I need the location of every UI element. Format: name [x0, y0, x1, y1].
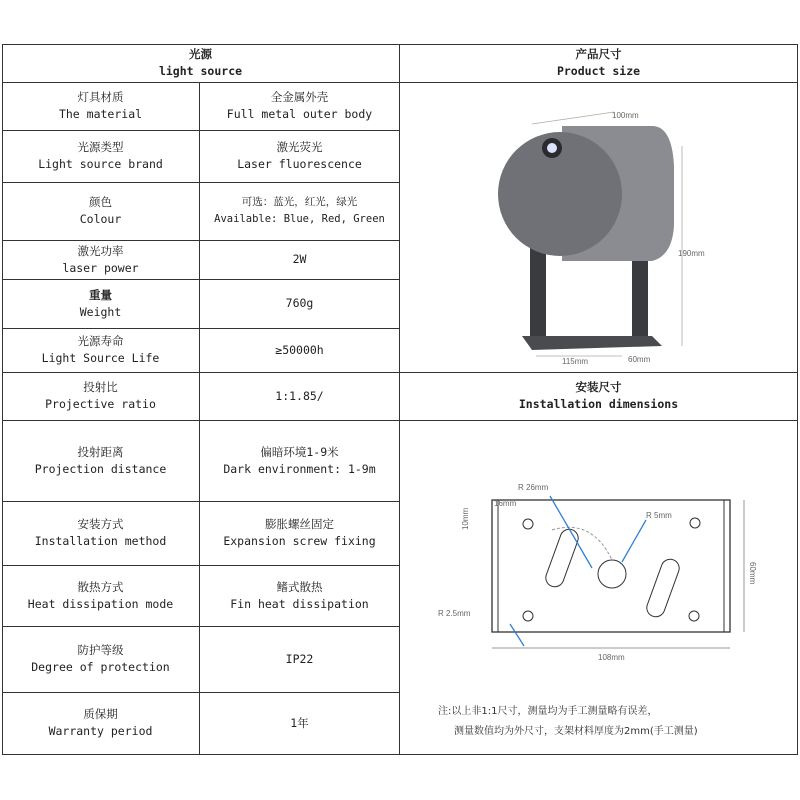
adjust-slot: [644, 557, 681, 620]
value-en: Available: Blue, Red, Green: [214, 213, 385, 225]
label-cn: 光源类型: [77, 140, 124, 154]
label-en: The material: [58, 107, 143, 121]
label-cn: 重量: [89, 287, 112, 302]
row-value: [200, 279, 399, 328]
value-en: Laser fluorescence: [237, 157, 362, 171]
screw-hole: [523, 611, 533, 621]
spec-sheet: [2, 44, 798, 796]
label-cn: 投射比: [83, 380, 118, 394]
value-en: Full metal outer body: [226, 107, 373, 121]
row-value: [200, 82, 399, 130]
row-value: [200, 372, 399, 420]
note-line-2: 测量数值均为外尺寸，支架材料厚度为2mm(手工测量): [454, 726, 698, 737]
label-en: Light source brand: [38, 157, 163, 171]
row-label: [2, 420, 199, 501]
row-label: [2, 372, 199, 420]
dim-w108-label: 108mm: [598, 653, 625, 662]
dim-r5-label: R 5mm: [646, 511, 672, 520]
product-image: [502, 106, 705, 368]
installation-header: [400, 372, 797, 420]
row-label: [2, 82, 199, 130]
value-en: 1年: [290, 715, 309, 730]
arrow-icon: [550, 496, 592, 568]
row-label: [2, 626, 199, 692]
label-cn: 光源寿命: [77, 334, 124, 348]
installation-diagram: [432, 448, 772, 668]
arrow-icon: [622, 520, 646, 562]
dim-h60-label: 60mm: [748, 562, 757, 585]
mounting-plate: [492, 500, 730, 632]
radius-guide: [552, 527, 612, 560]
row-label: [2, 279, 199, 328]
screw-hole: [690, 518, 700, 528]
row-value: [200, 626, 399, 692]
header-en: light source: [158, 64, 243, 78]
dim-depth-label: 60mm: [628, 355, 651, 364]
row-value: [200, 240, 399, 279]
label-en: Colour: [79, 212, 122, 226]
value-en: Fin heat dissipation: [230, 596, 369, 611]
row-value: [200, 420, 399, 501]
product-size-header: [400, 44, 797, 82]
dim-r26-label: R 26mm: [518, 483, 549, 492]
label-en: Heat dissipation mode: [27, 596, 174, 611]
value-en: ≥50000h: [275, 342, 324, 357]
row-value: [200, 182, 399, 240]
label-en: Weight: [79, 304, 122, 319]
header-cn: 产品尺寸: [575, 47, 622, 61]
value-cn: 鳍式散热: [276, 579, 323, 594]
base-plate: [522, 336, 662, 350]
label-en: Projective ratio: [45, 397, 156, 411]
label-en: Projection distance: [34, 461, 167, 476]
screw-hole: [689, 611, 699, 621]
light-source-header: [2, 44, 399, 82]
dim-base-label: 115mm: [562, 357, 589, 366]
center-hole: [598, 560, 626, 588]
label-cn: 灯具材质: [77, 90, 124, 104]
label-cn: 安装方式: [77, 517, 124, 531]
header-cn: 光源: [189, 47, 212, 61]
row-value: [200, 130, 399, 182]
dim-h10-label: 10mm: [461, 507, 470, 530]
value-en: 2W: [292, 252, 307, 266]
value-en: 760g: [285, 296, 314, 310]
row-label: [2, 501, 199, 565]
dim-r25-label: R 2.5mm: [438, 609, 471, 618]
dim-height-label: 190mm: [678, 249, 705, 258]
label-cn: 颜色: [89, 195, 112, 209]
row-label: [2, 182, 199, 240]
header-en: Installation dimensions: [518, 397, 679, 411]
label-en: laser power: [62, 260, 139, 275]
row-label: [2, 328, 199, 372]
adjust-slot: [543, 527, 580, 590]
row-value: [200, 565, 399, 626]
label-cn: 投射距离: [77, 444, 124, 459]
label-en: Light Source Life: [41, 351, 160, 365]
value-cn: 偏暗环境1-9米: [260, 444, 339, 459]
label-cn: 防护等级: [77, 643, 124, 657]
value-cn: 激光荧光: [276, 140, 323, 154]
table-rule: [2, 754, 798, 755]
label-cn: 激光功率: [77, 243, 124, 258]
value-en: 1:1.85/: [275, 388, 324, 403]
row-value: [200, 501, 399, 565]
screw-hole: [523, 519, 533, 529]
value-en: Dark environment: 1-9m: [223, 461, 376, 476]
dim-width-label: 100mm: [612, 111, 639, 120]
dim-w16-label: 16mm: [494, 499, 517, 508]
label-cn: 散热方式: [77, 579, 124, 594]
label-en: Warranty period: [48, 724, 153, 738]
label-en: Degree of protection: [31, 660, 170, 674]
value-cn: 可选：蓝光，红光，绿光: [241, 196, 358, 208]
row-label: [2, 130, 199, 182]
label-cn: 质保期: [83, 707, 118, 721]
value-cn: 全金属外壳: [270, 90, 329, 104]
header-cn: 安装尺寸: [575, 380, 622, 394]
row-value: [200, 328, 399, 372]
value-en: IP22: [285, 651, 314, 666]
label-en: Installation method: [34, 534, 167, 548]
row-value: [200, 692, 399, 754]
header-en: Product size: [556, 64, 641, 78]
row-label: [2, 240, 199, 279]
row-label: [2, 565, 199, 626]
value-cn: 膨胀螺丝固定: [265, 517, 334, 531]
dimension-line: [532, 112, 614, 124]
lens-icon: [547, 143, 557, 153]
row-label: [2, 692, 199, 754]
note-line-1: 注:以上非1:1尺寸，测量均为手工测量略有误差，: [438, 706, 658, 717]
table-rule: [797, 44, 798, 755]
value-en: Expansion screw fixing: [223, 534, 376, 548]
arrow-icon: [510, 624, 524, 646]
